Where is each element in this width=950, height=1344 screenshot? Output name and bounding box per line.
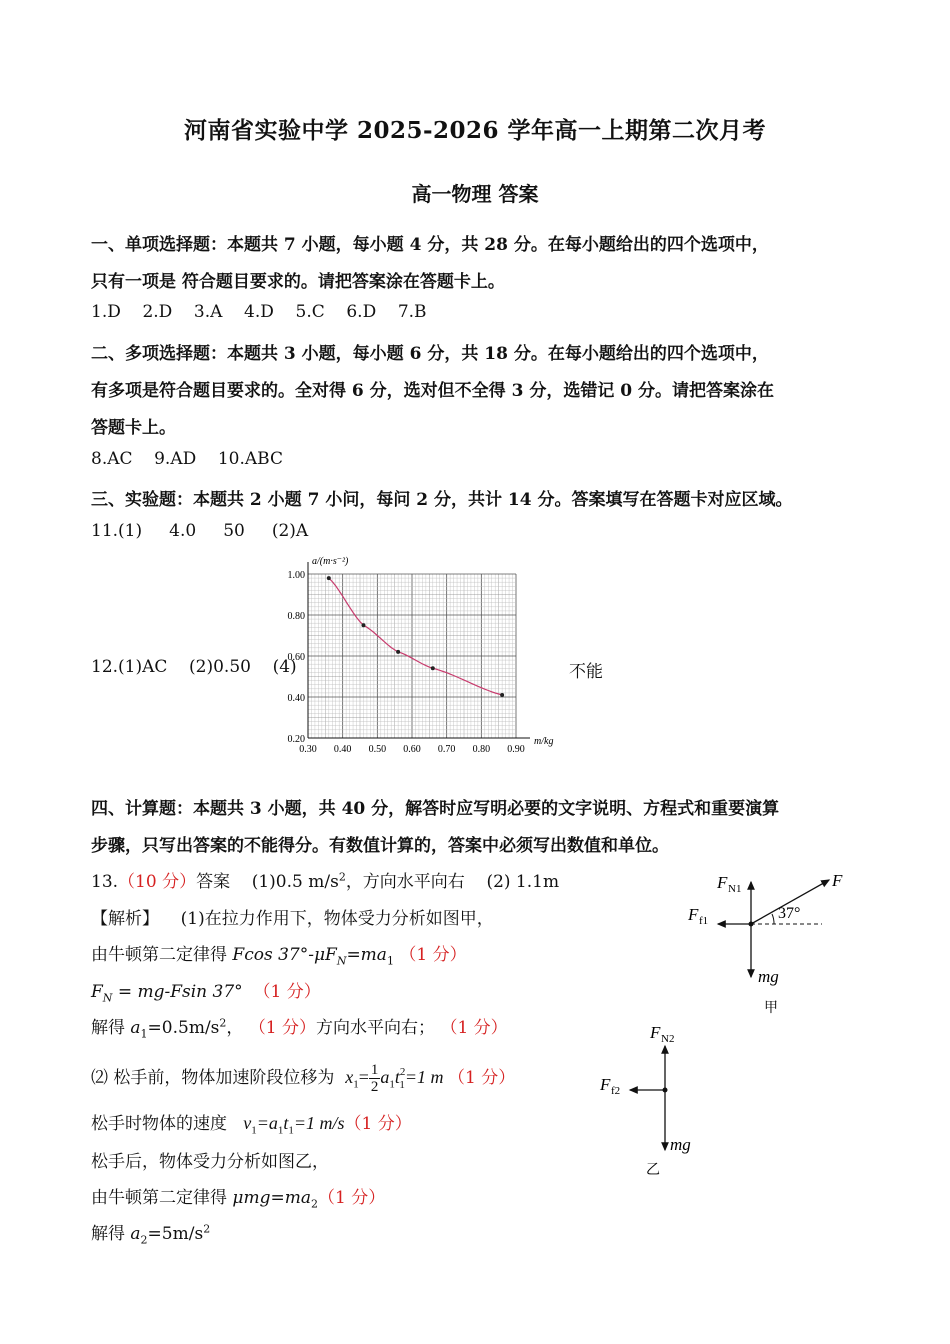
fraction-half [369,1062,381,1095]
ff1-sub: f1 [699,915,709,927]
q13-answer1-tail: ，方向水平向右 [345,872,465,892]
solve2-sub: 2 [140,1233,148,1247]
y-tick-label: 0.20 [287,734,305,745]
after-release-text: 松手后，物体受力分析如图乙， [91,1152,329,1172]
vel-t-sub: 1 [288,1124,294,1137]
q13-number: 13. [91,872,119,892]
analysis-label: 【解析】 [91,909,159,929]
x-tick-label: 0.80 [472,744,491,755]
solve1-sub: 1 [140,1027,148,1041]
equation2-points: （1 分） [253,982,321,1002]
x-tick-label: 0.50 [368,744,387,755]
q13-answer-line [91,867,559,892]
chart-xlabel: m/kg [534,736,554,747]
force-diagram-yi [590,1018,750,1183]
equation2-line [91,977,321,1004]
equation2-sub: N [102,991,113,1005]
section2-heading-line1: 二、多项选择题：本题共 3 小题，每小题 6 分，共 18 分。在每小题给出的四个选项中， [91,344,769,364]
object-point-2 [663,1088,668,1093]
equation3: μmg=ma [232,1188,311,1208]
section2-answers: 8.AC 9.AD 10.ABC [91,449,283,469]
velocity-points: （1 分） [344,1114,412,1134]
x-tick-label: 0.30 [299,744,317,755]
ff2-label: F [600,1075,611,1094]
q11-answers: 11.(1) 4.0 50 (2)A [91,521,309,541]
displacement-points: （1 分） [448,1068,516,1088]
caption-yi: 乙 [646,1163,660,1178]
velocity-text: 松手时物体的速度 [91,1114,227,1134]
disp-eq: = [358,1067,369,1087]
section1-heading-line2: 只有一项是 符合题目要求的。请把答案涂在答题卡上。 [91,272,505,292]
data-point [500,693,504,697]
equation1-points: （1 分） [399,945,467,965]
q13-answer1: (1)0.5 m/s [251,872,339,892]
fn1-sub: N1 [728,883,742,895]
vel-t: t [283,1113,289,1133]
equation3-points: （1 分） [317,1188,386,1208]
velocity-line [91,1109,412,1137]
analysis-line [91,904,494,929]
displacement-line [91,1052,515,1105]
vel-v-sub: 1 [251,1124,257,1137]
solve1-points: （1 分） [248,1018,317,1038]
disp-t-sub: 1 [399,1078,405,1091]
f-label: F [832,871,843,890]
fn2-label: F [650,1023,661,1042]
solve1: a [130,1018,141,1038]
equation3-sub: 2 [310,1197,318,1211]
y-tick-label: 0.40 [287,693,305,704]
velocity-formula [243,1113,345,1137]
page-title: 河南省实验中学 2025-2026 学年高一上期第二次月考 [183,117,767,144]
disp-t: t [394,1067,400,1087]
disp-result: =1 m [404,1067,444,1087]
disp-a: a [380,1067,390,1087]
frac-den: 2 [370,1079,379,1096]
data-point [431,666,435,670]
data-point [327,576,331,580]
solve-prefix-2: 解得 [91,1224,131,1244]
frac-num: 1 [370,1062,379,1079]
equation2-tail: = mg-Fsin 37° [112,982,243,1002]
solve2-tail: =5m/s [147,1224,204,1244]
newton-prefix-1: 由牛顿第二定律得 [91,945,233,965]
disp-x-sub: 1 [353,1078,359,1091]
disp-a-sub: 1 [389,1078,395,1091]
solve2-sup: 2 [203,1222,211,1236]
q13-points: （10 分） [118,872,197,892]
direction-points: （1 分） [440,1018,508,1038]
direction-text: 方向水平向右； [316,1018,436,1038]
section4-heading-line1: 四、计算题：本题共 3 小题，共 40 分，解答时应写明必要的文字说明、方程式和重要演算 [91,799,780,819]
vel-v: v [243,1113,252,1133]
solve2-line [91,1219,210,1246]
section4-heading-line2: 步骤，只写出答案的不能得分。有数值计算的，答案中必须写出数值和单位。 [91,836,669,856]
disp-t-sup: 2 [399,1066,406,1078]
chart-ticks [288,570,525,755]
angle-label: 37° [778,905,801,922]
q12-answers: 12.(1)AC (2)0.50 (4) [91,657,297,677]
ff1-label: F [688,905,699,924]
vel-a-sub: 1 [277,1124,284,1137]
fn2-sub: N2 [661,1033,675,1045]
equation1-tail: =ma [346,945,387,965]
section2-heading-line3: 答题卡上。 [91,418,176,438]
y-tick-label: 1.00 [287,570,305,581]
equation1-sub: N [336,954,347,968]
equation1: Fcos 37°-μF [232,945,337,965]
q13-answer-label: 答案 [196,872,231,892]
solve1-tail: =0.5m/s [147,1018,220,1038]
newton-prefix-2: 由牛顿第二定律得 [91,1188,233,1208]
mg-label-2: mg [670,1135,691,1154]
part2-text: ⑵ 松手前，物体加速阶段位移为 [91,1068,335,1088]
force-diagram-jia [680,862,860,1022]
fn1-label: F [717,873,728,892]
x-tick-label: 0.70 [437,744,456,755]
section1-answers: 1.D 2.D 3.A 4.D 5.C 6.D 7.B [91,302,427,322]
section1-heading-line1: 一、单项选择题：本题共 7 小题，每小题 4 分，共 28 分。在每小题给出的四个选项中， [91,235,769,255]
equation1-line [91,940,467,967]
data-point [361,623,365,627]
section3-heading: 三、实验题：本题共 2 小题 7 小问，每问 2 分，共计 14 分。答案填写在答题卡对应区域。 [91,490,793,510]
angle-arc [772,914,774,924]
q13-answer1-sup: 2 [338,870,346,884]
page-subtitle: 高一物理 答案 [411,182,539,206]
x-tick-label: 0.40 [333,744,352,755]
mg-label-1: mg [758,967,779,986]
equation3-line [91,1183,385,1210]
chart-ylabel: a/(m·s⁻²) [312,556,349,567]
x-tick-label: 0.90 [507,744,525,755]
solve2: a [130,1224,141,1244]
equation1-tail-sub: 1 [386,954,394,968]
object-point-1 [749,922,754,927]
chart-grid [308,574,516,738]
solve1-sup: 2 [219,1016,227,1030]
equation2: F [91,982,103,1002]
acceleration-mass-chart [280,550,570,755]
data-point [396,650,400,654]
section2-heading-line2: 有多项是符合题目要求的。全对得 6 分，选对但不全得 3 分，选错记 0 分。请把答案涂在 [91,381,774,401]
x-tick-label: 0.60 [403,744,421,755]
displacement-formula [345,1062,448,1096]
solve1-line: 解得 $a_1=0.5m/s^2$， （1 分）方向水平向右； （1 分） [91,1016,508,1041]
y-tick-label: 0.60 [287,652,305,663]
vel-result: =1 m/s [293,1113,345,1133]
vel-a: =a [256,1113,278,1133]
solve-prefix-1: 解得 [91,1018,131,1038]
caption-jia: 甲 [764,1001,778,1016]
q13-answer2: (2) 1.1m [486,872,560,892]
analysis-text: (1)在拉力作用下，物体受力分析如图甲， [180,909,494,929]
y-tick-label: 0.80 [287,611,305,622]
ff2-sub: f2 [611,1085,621,1097]
disp-x: x [345,1067,354,1087]
q12-right-answer: 不能 [569,662,603,682]
